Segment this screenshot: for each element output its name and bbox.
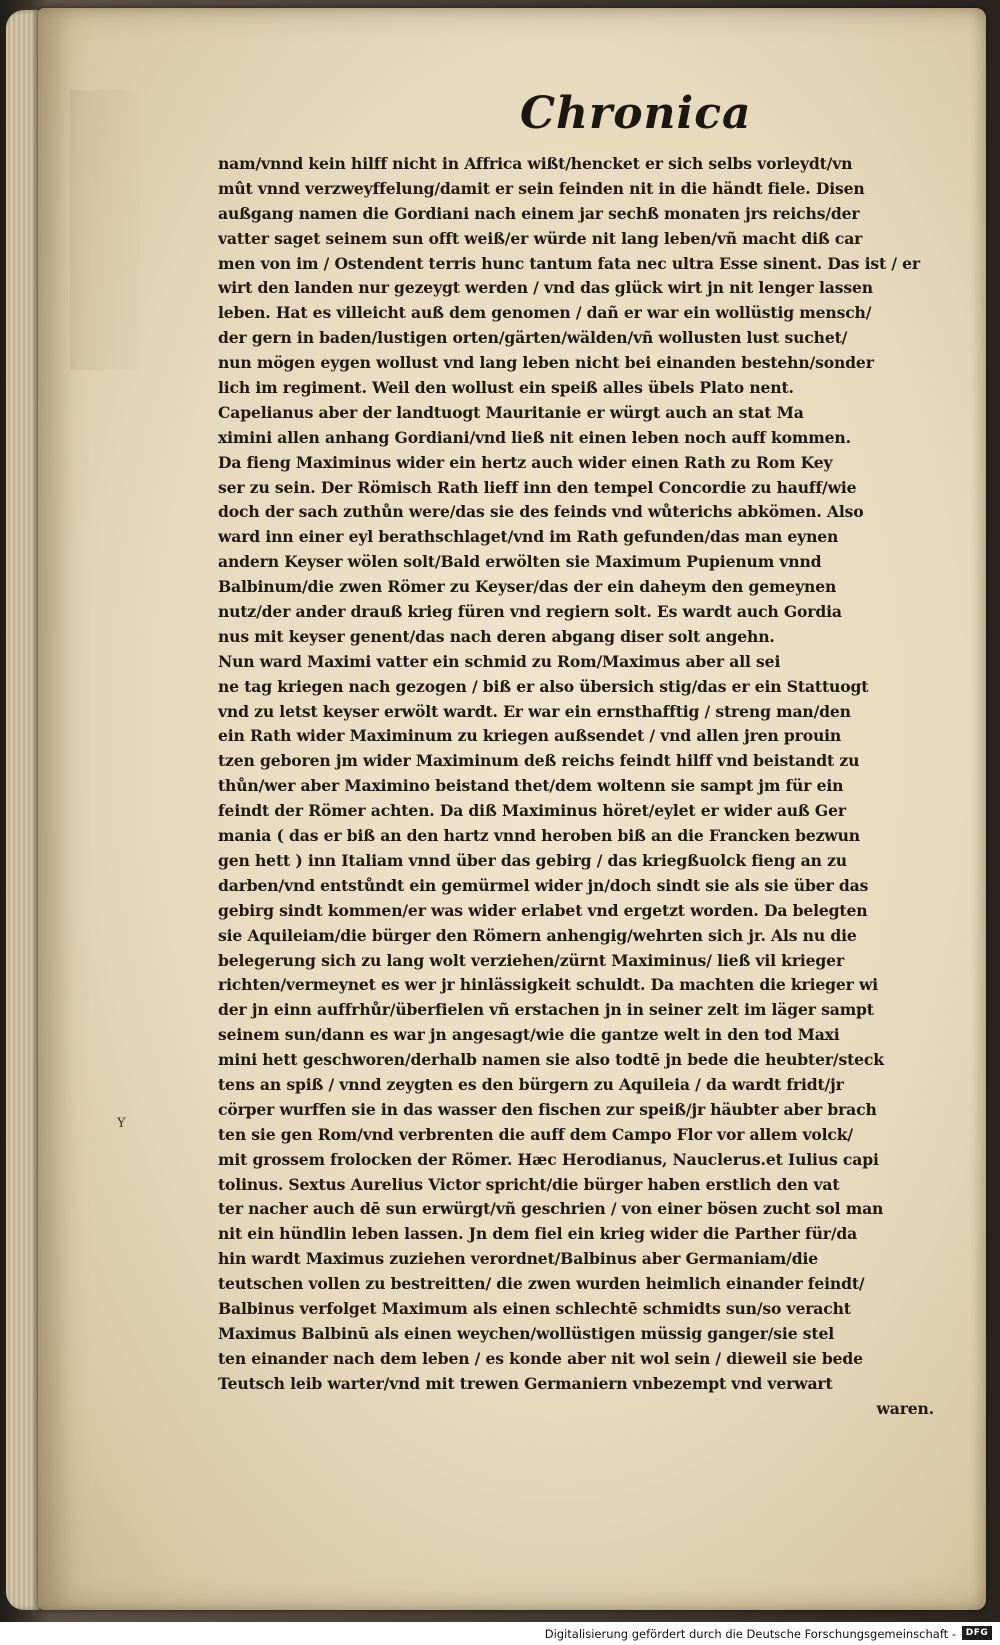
text-line: ein Rath wider Maximinum zu kriegen außsendet / vnd allen jren prouin xyxy=(218,726,842,746)
text-line: ter nacher auch dē sun erwürgt/vñ geschrien / von einer bösen zucht sol man xyxy=(218,1199,884,1219)
text-line: ne tag kriegen nach gezogen / biß er also übersich stig/das er ein Stattuogt xyxy=(218,676,869,696)
text-line: mût vnnd verzweyffelung/damit er sein feinden nit in die händt fiele. Disen xyxy=(218,178,865,198)
text-line: lich im regiment. Weil den wollust ein speiß alles übels Plato nent. xyxy=(218,378,794,398)
text-line: tolinus. Sextus Aurelius Victor spricht/die bürger haben erstlich den vat xyxy=(218,1174,840,1194)
text-line: vatter saget seinem sun offt weiß/er würde nit lang leben/vñ macht diß car xyxy=(218,228,863,248)
text-line: Balbinum/die zwen Römer zu Keyser/das der ein daheym den gemeynen xyxy=(218,577,837,597)
text-line: Balbinus verfolget Maximum als einen schlechtē schmidts sun/so veracht xyxy=(218,1298,851,1318)
marginal-mark: Y xyxy=(117,1116,126,1131)
running-head: Chronica xyxy=(520,88,752,139)
text-line: doch der sach zuthůn were/das sie des feinds vnd wůterichs abkömen. Also xyxy=(218,502,864,522)
text-line: ten einander nach dem leben / es konde aber nit wol sein / dieweil sie bede xyxy=(218,1348,863,1368)
text-line: gebirg sindt kommen/er was wider erlabet vnd ergetzt worden. Da belegten xyxy=(218,900,868,920)
text-line: sie Aquileiam/die bürger den Römern anhengig/wehrten sich jr. Als nu die xyxy=(218,925,857,945)
text-line: men von im / Ostendent terris hunc tantum fata nec ultra Esse sinent. Das ist / er xyxy=(218,253,920,273)
digitization-credit: Digitalisierung gefördert durch die Deutsche Forschungsgemeinschaft - xyxy=(544,1627,956,1641)
text-line: wirt den landen nur gezeygt werden / vnd das glück wirt jn nit lenger lassen xyxy=(218,278,873,298)
text-line: belegerung sich zu lang wolt verziehen/zürnt Maximinus/ ließ vil krieger xyxy=(218,950,845,970)
text-line: Teutsch leib warter/vnd mit trewen Germaniern vnbezempt vnd verwart xyxy=(218,1373,833,1393)
text-line: tzen geboren jm wider Maximinum deß reichs feindt hilff vnd beistandt zu xyxy=(218,751,860,771)
text-line: nun mögen eygen wollust vnd lang leben nicht bei einanden bestehn/sonder xyxy=(218,353,874,373)
text-line: darben/vnd entstůndt ein gemürmel wider jn/doch sindt sie als sie über das xyxy=(218,875,869,895)
text-line: Da fieng Maximinus wider ein hertz auch wider einen Rath zu Rom Key xyxy=(218,452,833,472)
text-line: der gern in baden/lustigen orten/gärten/wälden/vñ wollusten lust suchet/ xyxy=(218,328,848,348)
text-line: ser zu sein. Der Römisch Rath lieff inn den tempel Concordie zu hauff/wie xyxy=(218,477,857,497)
text-line: vnd zu letst keyser erwölt wardt. Er war ein ernsthafftig / streng man/den xyxy=(218,701,851,721)
text-line: hin wardt Maximus zuziehen verordnet/Balbinus aber Germaniam/die xyxy=(218,1249,818,1269)
text-line: nutz/der ander drauß krieg füren vnd regiern solt. Es wardt auch Gordia xyxy=(218,602,842,622)
text-line: feindt der Römer achten. Da diß Maximinus höret/eylet er wider auß Ger xyxy=(218,801,846,821)
text-line: leben. Hat es villeicht auß dem genomen / dañ er war ein wollüstig mensch/ xyxy=(218,303,872,323)
text-line: der jn einn auffrhůr/überfielen vñ erstachen jn in seiner zelt im läger sampt xyxy=(218,1000,874,1020)
text-line: nam/vnnd kein hilff nicht in Affrica wißt/hencket er sich selbs vorleydt/vn xyxy=(218,154,853,173)
text-line: außgang namen die Gordiani nach einem jar sechß monaten jrs reichs/der xyxy=(218,203,860,223)
text-line: teutschen vollen zu bestreitten/ die zwen wurden heimlich einander feindt/ xyxy=(218,1274,865,1294)
text-line: mania ( das er biß an den hartz vnnd heroben biß an die Francken bezwun xyxy=(218,826,860,846)
text-line: Maximus Balbinū als einen weychen/wollüstigen müssig ganger/sie stel xyxy=(218,1323,834,1343)
text-line: nus mit keyser genent/das nach deren abgang diser solt angehn. xyxy=(218,626,775,646)
text-line: gen hett ) inn Italiam vnnd über das gebirg / das kriegßuolck fieng an zu xyxy=(218,850,847,870)
text-line: waren. xyxy=(876,1398,934,1418)
text-line: mini hett geschworen/derhalb namen sie also todtē jn bede die heubter/steck xyxy=(218,1050,884,1070)
text-line: Nun ward Maximi vatter ein schmid zu Rom/Maximus aber all sei xyxy=(218,651,781,671)
body-text xyxy=(218,152,946,1421)
show-through-text xyxy=(215,96,515,136)
text-line: seinem sun/dann es war jn angesagt/wie die gantze welt in den tod Maxi xyxy=(218,1025,840,1045)
text-line: andern Keyser wölen solt/Bald erwölten sie Maximum Pupienum vnnd xyxy=(218,552,822,572)
text-line: richten/vermeynet es wer jr hinlässigkeit schuldt. Da machten die krieger wi xyxy=(218,975,879,995)
book-page-edges xyxy=(6,10,40,1610)
text-line: tens an spiß / vnnd zeygten es den bürgern zu Aquileia / da wardt fridt/jr xyxy=(218,1074,844,1094)
text-line: ximini allen anhang Gordiani/vnd ließ nit einen leben noch auff kommen. xyxy=(218,427,851,447)
text-line: thůn/wer aber Maximino beistand thet/dem woltenn sie sampt jm für ein xyxy=(218,776,844,796)
text-line: ward inn einer eyl berathschlaget/vnd im Rath gefunden/das man eynen xyxy=(218,527,839,547)
text-line: cörper wurffen sie in das wasser den fischen zur speiß/jr häubter aber brach xyxy=(218,1099,877,1119)
text-line: mit grossem frolocken der Römer. Hæc Herodianus, Nauclerus.et Iulius capi xyxy=(218,1149,879,1169)
text-line: Capelianus aber der landtuogt Mauritanie er würgt auch an stat Ma xyxy=(218,402,804,422)
dfg-logo: DFG xyxy=(962,1626,992,1640)
text-line: ten sie gen Rom/vnd verbrenten die auff dem Campo Flor vor allem volck/ xyxy=(218,1124,853,1144)
text-line: nit ein hündlin leben lassen. Jn dem fiel ein krieg wider die Parther für/da xyxy=(218,1224,858,1244)
show-through-shadow xyxy=(70,90,140,370)
